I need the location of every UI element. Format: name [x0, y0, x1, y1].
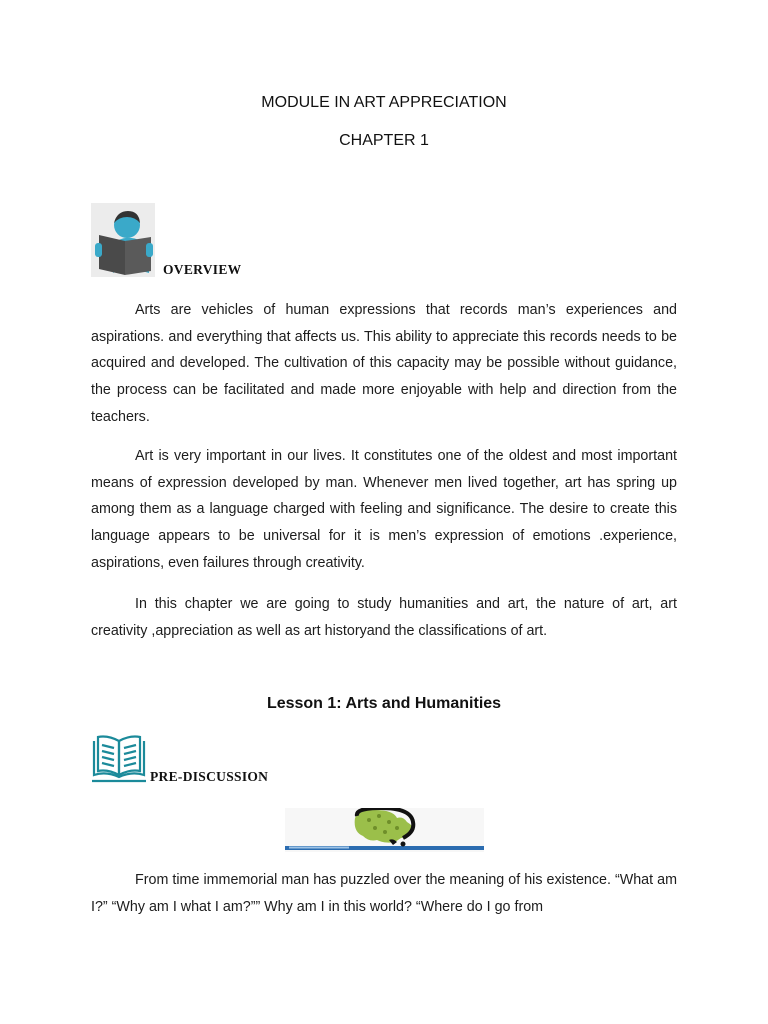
overview-heading: OVERVIEW: [163, 262, 242, 277]
module-title: MODULE IN ART APPRECIATION: [261, 94, 507, 111]
chapter-title: CHAPTER 1: [339, 132, 429, 149]
overview-paragraph-1: [91, 297, 677, 431]
question-head-icon: [285, 808, 484, 852]
paragraph-text: Art is very important in our lives. It constitutes one of the oldest and most important means of expression developed by man. Whenever men lived together, art has spring up among them as a language charged with feeling and significance. The desire to create this language appears to be universal for it is men’s expression of emotions .experience, aspirations, even failures through creativity.: [91, 448, 677, 571]
open-book-icon: [90, 731, 148, 785]
reader-icon: [91, 203, 155, 277]
paragraph-text: Arts are vehicles of human expressions that records man’s experiences and aspirations. and everything that affects us. This ability to appreciate this records needs to be acquired and developed. The cultivation of this capacity may be possible without guidance, the process can be facilitated and made more enjoyable with help and direction from the teachers.: [91, 302, 677, 425]
paragraph-text: In this chapter we are going to study humanities and art, the nature of art, art creativity ,appreciation as well as art historyand the classifications of art.: [91, 596, 677, 639]
overview-paragraph-2: [91, 443, 677, 577]
lesson-title: Lesson 1: Arts and Humanities: [266, 695, 502, 712]
pre-discussion-paragraph: [91, 867, 677, 920]
pre-discussion-heading: PRE-DISCUSSION: [150, 769, 269, 784]
overview-paragraph-3: [91, 591, 677, 644]
paragraph-text: From time immemorial man has puzzled over the meaning of his existence. “What am I?” “Why am I what I am?”” Why am I in this world? “Where do I go from: [91, 872, 677, 915]
